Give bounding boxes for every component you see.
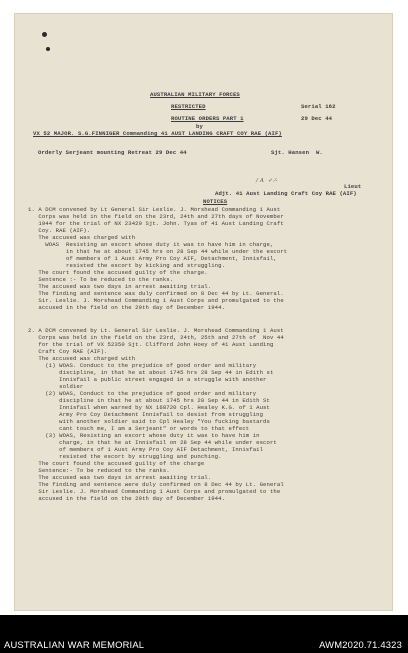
punch-hole-top xyxy=(42,32,47,37)
handwritten-mark: / A ✓ ⁄- xyxy=(256,178,278,184)
body-line: accused in the field on the 20th day of December 1944. xyxy=(28,304,226,311)
body-line: (1) WOAS. Conduct to the prejudice of good order and military xyxy=(28,362,257,369)
adjutant-line: Adjt. 41 Aust Landing Craft Coy RAE (AIF) xyxy=(215,190,357,197)
commander-line: VX 52 MAJOR. S.G.FINNIGER Commanding 41 AUST LANDING CRAFT COY RAE (AIF) xyxy=(33,130,282,137)
body-line: The accused was charged with xyxy=(28,355,136,362)
body-line: WOAS Resisting an escort whose duty it was to have him in charge, xyxy=(28,241,274,248)
body-line: in that he at about 1745 hrs on 28 Sep 44 while under the escort xyxy=(28,248,288,255)
body-line: soldier xyxy=(28,383,84,390)
body-line: discipline in that he at about 1745 hrs 28 Sep 44 in Edith St xyxy=(28,397,270,404)
museum-footer-bar xyxy=(0,615,408,653)
body-line: 2. A DCM convened by Lt. General Sir Leslie. J. Morshead Commanding 1 Aust xyxy=(28,327,284,334)
body-line: Craft Coy RAE (AIF). xyxy=(28,348,108,355)
body-line: resisted the escort by kicking and struggling. xyxy=(28,262,226,269)
orderly-serjeant: Orderly Serjeant mounting Retreat 29 Dec 44 xyxy=(38,149,187,156)
body-line: for the trial of VX 52350 Sjt. Clifford John Hoey of 41 Aust Landing xyxy=(28,341,274,348)
body-line: The court found the accused guilty of the charge. xyxy=(28,269,208,276)
body-line: The court found the accused guilty of the charge xyxy=(28,460,205,467)
body-line: of members of 1 Aust Army Pro Coy AIF Detachment, Innisfail xyxy=(28,446,264,453)
body-line: The finding and sentence were duly confirmed on 8 Dec 44 by Lt. General xyxy=(28,481,284,488)
body-line: resisted the escort by struggling and punching. xyxy=(28,453,222,460)
body-line: charge, in that he at Innisfail on 28 Sep 44 while under escort xyxy=(28,439,277,446)
body-line: Sir. Leslie. J. Morshead Commanding 1 Aust Corps and promulgated to the xyxy=(28,297,284,304)
classification: RESTRICTED xyxy=(171,103,206,110)
punch-hole-bottom xyxy=(46,47,50,51)
body-line: Corps was held in the field on the 23rd, 24th, 25th and 27th of Nov 44 xyxy=(28,334,284,341)
body-line: 1944 for the trial of NX 23429 Sjt. John. Tyas of 41 Aust Landing Craft xyxy=(28,220,284,227)
body-line: The accused was charged with xyxy=(28,234,136,241)
body-line: The finding and sentence was duly confirmed on 8 Dec 44 by Lt. General. xyxy=(28,290,284,297)
body-line: discipline, in that he at about 1745 hrs 28 Sep 44 in Edith st xyxy=(28,369,274,376)
notices-heading: NOTICES xyxy=(203,198,228,205)
orders-title: ROUTINE ORDERS PART 1 xyxy=(171,115,244,122)
body-line: The accused was two days in arrest awaiting trial. xyxy=(28,474,212,481)
body-line: Corps was held in the field on the 23rd, 24th and 27th days of November xyxy=(28,213,284,220)
signature-rank: Lieut xyxy=(344,183,362,190)
serial-number: Serial 162 xyxy=(301,103,336,110)
body-line: 1. A DCM convened by Lt General Sir Leslie. J. Morshead Commanding 1 Aust xyxy=(28,206,281,213)
orders-by: by xyxy=(196,123,203,130)
body-line: of members of 1 Aust Army Pro Coy AIF, Detachment, Innisfail, xyxy=(28,255,277,262)
body-line: Army Pro Coy Detachment Innisfail to desist from struggling xyxy=(28,411,264,418)
body-line: The accused was two days in arrest awaiting trial. xyxy=(28,283,212,290)
orderly-name: Sjt. Hansen W. xyxy=(271,149,323,156)
body-line: (3) WOAS, Resisting an escort whose duty it was to have him in xyxy=(28,432,260,439)
body-line: Sir Leslie. J. Morshead Commanding 1 Aust Corps and promulgated to the xyxy=(28,488,281,495)
body-line: accused in the field on the 20th day of December 1944. xyxy=(28,495,226,502)
org-heading: AUSTRALIAN MILITARY FORCES xyxy=(150,91,240,98)
body-line: Coy. RAE (AIF). xyxy=(28,227,91,234)
body-line: Innisfail when warned by NX 168720 Cpl. Healey K.G. of 1 Aust xyxy=(28,404,270,411)
body-line: (2) WOAS, Conduct to the prejudice of good order and military xyxy=(28,390,257,397)
footer-institution: AUSTRALIAN WAR MEMORIAL xyxy=(4,639,145,650)
body-line: cant touch me, I am a Serjeant" or words to that effect xyxy=(28,425,250,432)
body-line: Sentence :- To be reduced to the ranks. xyxy=(28,276,174,283)
orders-date: 29 Dec 44 xyxy=(301,115,333,122)
footer-accession-number: AWM2020.71.4323 xyxy=(319,639,402,650)
body-line: with another soldier said to Cpl Healey "You fucking bastards xyxy=(28,418,270,425)
body-line: Sentence:- To be reduced to the ranks. xyxy=(28,467,170,474)
body-line: Innisfail a public street engaged in a struggle with another xyxy=(28,376,267,383)
